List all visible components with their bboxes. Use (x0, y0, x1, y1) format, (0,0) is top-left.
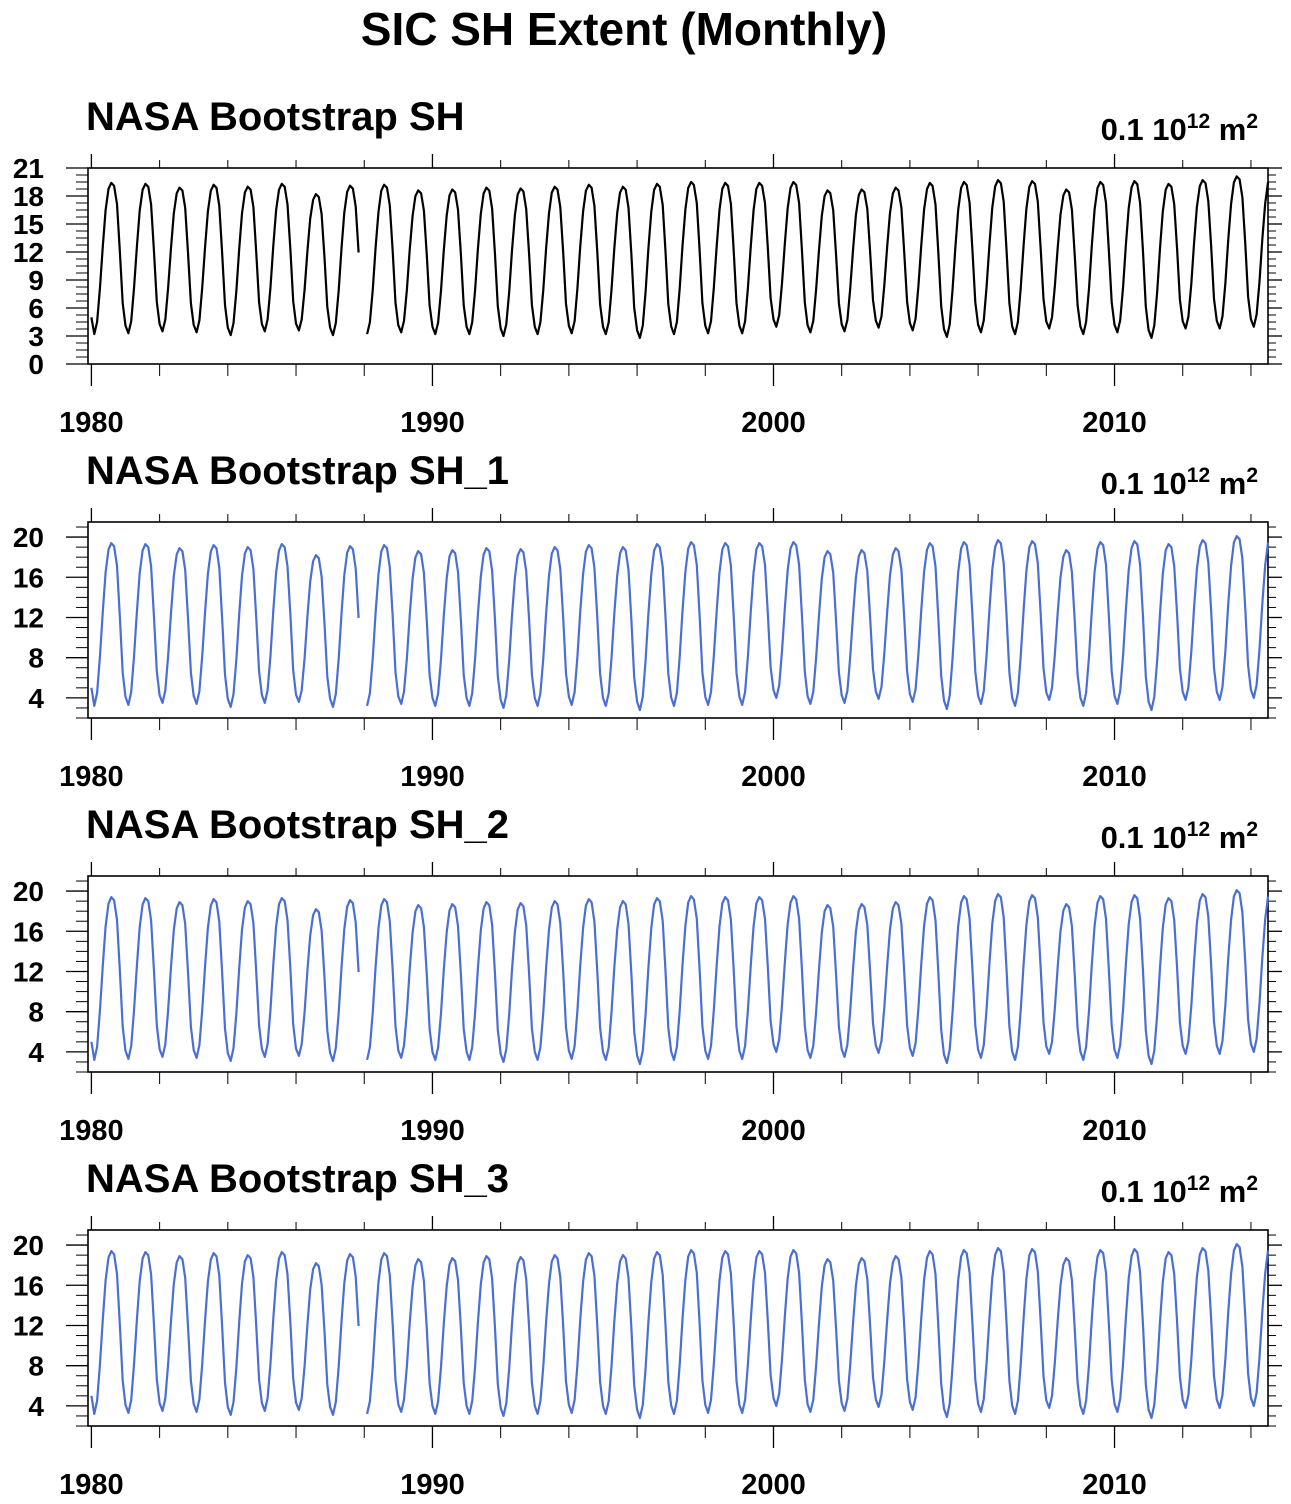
units-label: 0.1 $10^{12}$ $m^2$ (1100, 1172, 1258, 1209)
units-label: 0.1 $10^{12}$ $m^2$ (1100, 818, 1258, 855)
units-label: 0.1 $10^{12}$ $m^2$ (1100, 110, 1258, 147)
series-line (91, 890, 1268, 1064)
series-line (91, 176, 1268, 338)
y-tick-label: 15 (12, 209, 44, 240)
y-tick-label: 20 (12, 876, 44, 908)
panel-title: NASA Bootstrap SH_2 (86, 803, 510, 847)
x-tick-label: 1990 (400, 1115, 465, 1147)
y-tick-label: 4 (28, 1036, 44, 1068)
y-tick-label: 4 (28, 682, 44, 714)
x-tick-label: 2010 (1082, 407, 1147, 439)
series-line (91, 1244, 1268, 1418)
x-tick-label: 2010 (1082, 1469, 1147, 1501)
y-tick-label: 6 (28, 293, 44, 324)
y-tick-label: 16 (12, 562, 44, 594)
y-tick-label: 8 (28, 642, 44, 674)
y-tick-label: 9 (28, 265, 44, 296)
panel-title: NASA Bootstrap SH_1 (86, 449, 510, 493)
y-tick-label: 18 (12, 181, 44, 212)
chart-panel-1 (13, 95, 1282, 439)
y-tick-label: 12 (12, 237, 44, 268)
y-tick-label: 16 (12, 916, 44, 948)
chart-panel-4 (13, 1157, 1282, 1501)
x-tick-label: 2000 (741, 1115, 806, 1147)
x-tick-label: 2010 (1082, 761, 1147, 793)
x-tick-label: 2000 (741, 1469, 806, 1501)
x-tick-label: 2000 (741, 761, 806, 793)
y-tick-label: 16 (12, 1270, 44, 1302)
panel-title: NASA Bootstrap SH (86, 95, 465, 139)
y-tick-label: 4 (28, 1390, 44, 1422)
y-tick-label: 12 (12, 602, 44, 634)
x-tick-label: 2000 (741, 407, 806, 439)
chart-panel-2 (13, 449, 1282, 793)
y-tick-label: 0 (28, 349, 44, 380)
y-tick-label: 20 (12, 1230, 44, 1262)
y-tick-label: 12 (12, 1310, 44, 1342)
y-tick-label: 8 (28, 996, 44, 1028)
y-tick-label: 8 (28, 1350, 44, 1382)
panel-title: NASA Bootstrap SH_3 (86, 1157, 510, 1201)
x-tick-label: 1980 (59, 761, 124, 793)
x-tick-label: 1980 (59, 407, 124, 439)
x-tick-label: 1990 (400, 407, 465, 439)
figure-title: SIC SH Extent (Monthly) (360, 3, 888, 55)
x-tick-label: 1980 (59, 1115, 124, 1147)
y-tick-label: 12 (12, 956, 44, 988)
chart-panel-3 (13, 803, 1282, 1147)
x-tick-label: 1990 (400, 761, 465, 793)
y-tick-label: 20 (12, 522, 44, 554)
x-tick-label: 1990 (400, 1469, 465, 1501)
x-tick-label: 2010 (1082, 1115, 1147, 1147)
units-label: 0.1 $10^{12}$ $m^2$ (1100, 464, 1258, 501)
x-tick-label: 1980 (59, 1469, 124, 1501)
series-line (91, 536, 1268, 710)
y-tick-label: 21 (12, 153, 44, 184)
y-tick-label: 3 (28, 321, 44, 352)
